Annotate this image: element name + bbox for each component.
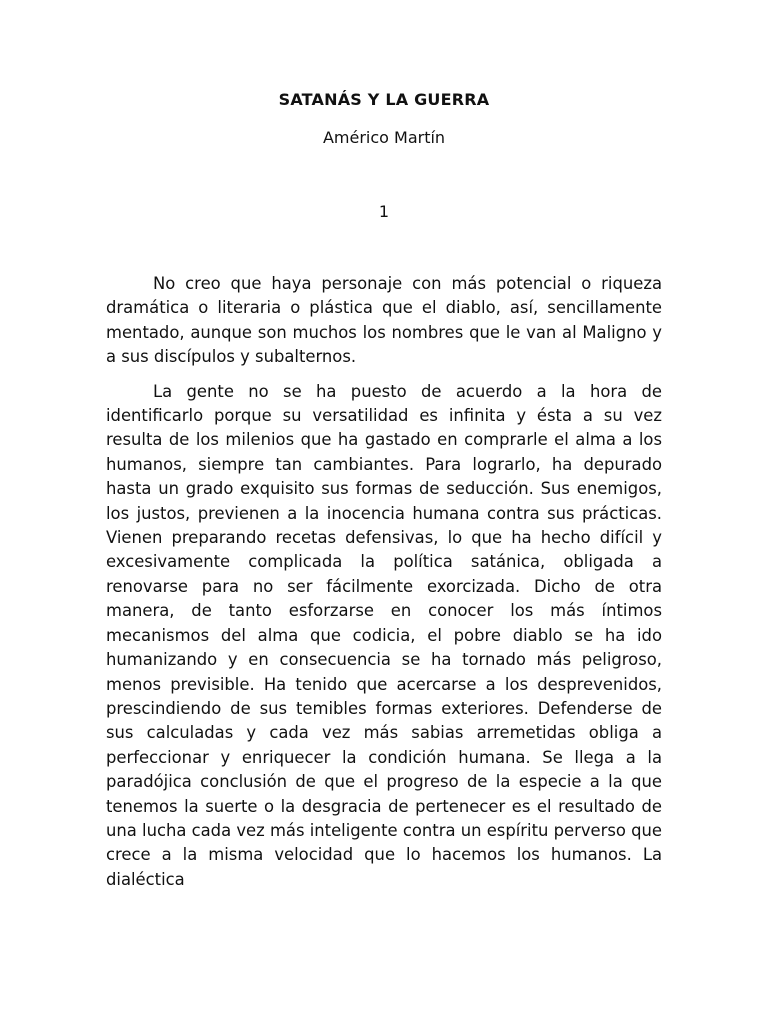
document-author: Américo Martín [322,128,446,147]
paragraph-1: No creo que haya personaje con más potencial o riqueza dramática o literaria o plástica que el diablo, así, sencillamente mentado, aunque son muchos los nombres que le van al Maligno y a sus discípulos y subalternos. [106,274,662,367]
section-number: 1 [378,202,390,221]
paragraph-2: La gente no se ha puesto de acuerdo a la hora de identificarlo porque su versatilidad es infinita y ésta a su vez resulta de los milenios que ha gastado en comprarle el alma a los humanos, siempre tan cambiantes. Para lograrlo, ha depurado hasta un grado exquisito sus formas de seducción. Sus enemigos, los justos, previenen a la inocencia humana contra sus prácticas. Vienen preparando recetas defensivas, lo que ha hecho difícil y excesivamente complicada la política satánica, obligada a renovarse para no ser fácilmente exorcizada. Dicho de otra manera, de tanto esforzarse en conocer los más íntimos mecanismos del alma que codicia, el pobre diablo se ha ido humanizando y en consecuencia se ha tornado más peligroso, menos previsible. Ha tenido que acercarse a los desprevenidos, prescindiendo de sus temibles formas exteriores. Defenderse de sus calculadas y cada vez más sabias arremetidas obliga a perfeccionar y enriquecer la condición humana. Se llega a la paradójica conclusión de que el progreso de la especie a la que tenemos la suerte o la desgracia de pertenecer es el resultado de una lucha cada vez más inteligente contra un espíritu perverso que crece a la misma velocidad que lo hacemos los humanos. La dialéctica [106,381,662,889]
body-text [106,272,662,902]
document-title: SATANÁS Y LA GUERRA [278,90,490,109]
